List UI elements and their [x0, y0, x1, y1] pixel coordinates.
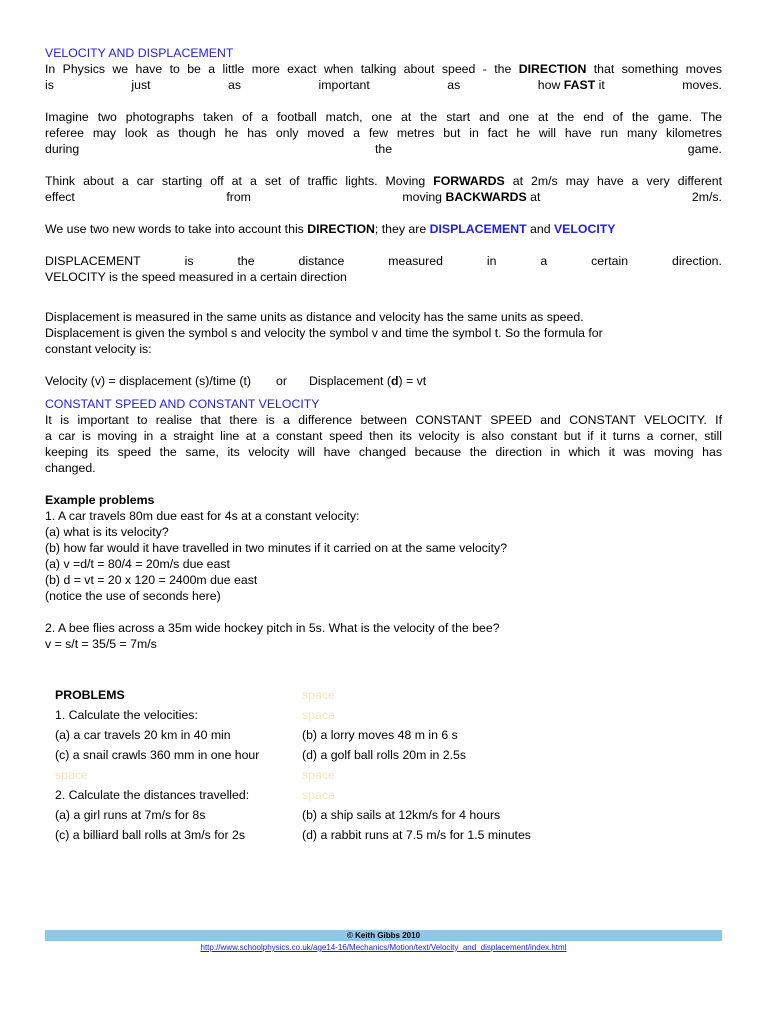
- section-heading-velocity-displacement: VELOCITY AND DISPLACEMENT: [45, 46, 234, 60]
- space-placeholder: space: [302, 708, 335, 722]
- constant-paragraph-line: a car is moving in a straight line at a constant speed then its velocity is also constant but if it turns a corner, still: [45, 429, 722, 443]
- problems-row: [55, 806, 615, 826]
- space-placeholder: space: [302, 788, 335, 802]
- problems-row: [55, 786, 615, 806]
- problem-item: (d) a rabbit runs at 7.5 m/s for 1.5 minutes: [302, 828, 531, 842]
- constant-paragraph-line: keeping its speed the same, its velocity will have changed because the direction in which it was moving has: [45, 445, 722, 459]
- document-body: [45, 45, 722, 652]
- problems-row: [55, 726, 615, 746]
- problems-row: [55, 706, 615, 726]
- constant-paragraph-line: changed.: [45, 461, 96, 475]
- intro-paragraph-line: In Physics we have to be a little more exact when talking about speed - the DIRECTION that something moves: [45, 62, 722, 76]
- problems-table: [55, 686, 615, 846]
- space-placeholder: space: [302, 688, 335, 702]
- definition-line: VELOCITY is the speed measured in a certain direction: [45, 270, 347, 284]
- space-placeholder: space: [55, 768, 88, 782]
- example-line: (a) what is its velocity?: [45, 525, 169, 539]
- problem-item: (c) a billiard ball rolls at 3m/s for 2s: [55, 828, 245, 842]
- section-heading-constant-velocity: CONSTANT SPEED AND CONSTANT VELOCITY: [45, 397, 320, 411]
- definition-line: DISPLACEMENT is the distance measured in a certain direction.: [45, 254, 722, 268]
- problem-item: (a) a girl runs at 7m/s for 8s: [55, 808, 206, 822]
- units-line: Displacement is measured in the same units as distance and velocity has the same units as speed.: [45, 310, 584, 324]
- football-paragraph-line: referee may look as though he has only moved a few metres but in fact he will have run many kilometres: [45, 126, 722, 140]
- units-line: constant velocity is:: [45, 342, 152, 356]
- problem-item: (c) a snail crawls 360 mm in one hour: [55, 748, 260, 762]
- footer-url-link[interactable]: http://www.schoolphysics.co.uk/age14-16/Mechanics/Motion/text/Velocity_and_displacement/index.html: [200, 943, 567, 952]
- problems-row: [55, 686, 615, 706]
- example-line: (b) how far would it have travelled in two minutes if it carried on at the same velocity?: [45, 541, 508, 555]
- footer-copyright: © Keith Gibbs 2010: [45, 930, 722, 941]
- football-paragraph-line: Imagine two photographs taken of a football match, one at the start and one at the end of the game. The: [45, 110, 722, 124]
- problem-item: (b) a lorry moves 48 m in 6 s: [302, 728, 458, 742]
- problem-item: (d) a golf ball rolls 20m in 2.5s: [302, 748, 467, 762]
- car-paragraph-line: effect from moving BACKWARDS at 2m/s.: [45, 190, 722, 204]
- example-line: (b) d = vt = 20 x 120 = 2400m due east: [45, 573, 258, 587]
- problem-item: (b) a ship sails at 12km/s for 4 hours: [302, 808, 501, 822]
- problems-heading: PROBLEMS: [55, 688, 125, 702]
- intro-paragraph-line: is just as important as how FAST it moves.: [45, 78, 722, 92]
- problem-item: (a) a car travels 20 km in 40 min: [55, 728, 231, 742]
- example-line: (a) v =d/t = 80/4 = 20m/s due east: [45, 557, 230, 571]
- car-paragraph-line: Think about a car starting off at a set of traffic lights. Moving FORWARDS at 2m/s may have a very different: [45, 174, 723, 188]
- constant-paragraph-line: It is important to realise that there is a difference between CONSTANT SPEED and CONSTANT VELOCITY. If: [45, 413, 722, 427]
- formula-line: Velocity (v) = displacement (s)/time (t) or Displacement (d) = vt: [45, 374, 427, 388]
- new-words-paragraph: We use two new words to take into account this DIRECTION; they are DISPLACEMENT and VELOCITY: [45, 222, 616, 236]
- problem-question: 2. Calculate the distances travelled:: [55, 788, 250, 802]
- example-line: v = s/t = 35/5 = 7m/s: [45, 637, 157, 651]
- problems-row: [55, 826, 615, 846]
- example-line: 1. A car travels 80m due east for 4s at a constant velocity:: [45, 509, 360, 523]
- units-line: Displacement is given the symbol s and velocity the symbol v and time the symbol t. So the formula for: [45, 326, 603, 340]
- football-paragraph-line: during the game.: [45, 142, 722, 156]
- example-problems-heading: Example problems: [45, 493, 155, 507]
- example-line: 2. A bee flies across a 35m wide hockey pitch in 5s. What is the velocity of the bee?: [45, 621, 500, 635]
- problems-row: [55, 766, 615, 786]
- space-placeholder: space: [302, 768, 335, 782]
- problem-question: 1. Calculate the velocities:: [55, 708, 198, 722]
- example-line: (notice the use of seconds here): [45, 589, 221, 603]
- problems-row: [55, 746, 615, 766]
